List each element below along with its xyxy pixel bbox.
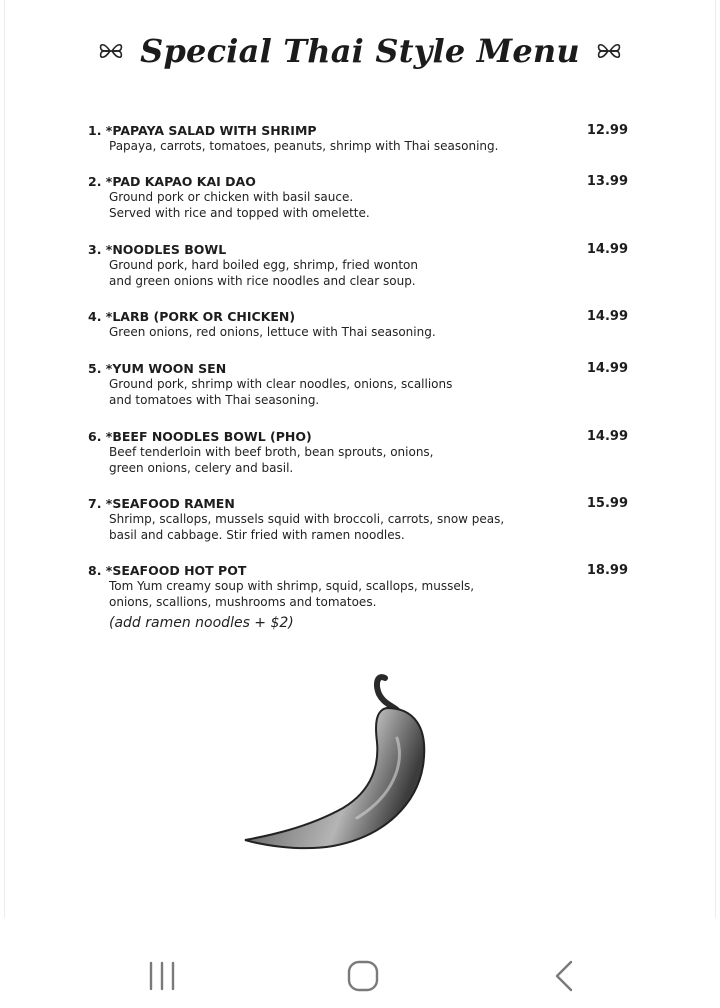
menu-item-name: 4. *LARB (PORK OR CHICKEN) (88, 309, 296, 324)
menu-item-name: 7. *SEAFOOD RAMEN (88, 496, 235, 511)
page-title: Special Thai Style Menu (140, 32, 580, 70)
menu-page (4, 0, 716, 918)
menu-item (88, 242, 628, 289)
menu-item-description: Green onions, red onions, lettuce with Thai seasoning. (109, 325, 436, 339)
menu-item-name: 8. *SEAFOOD HOT POT (88, 563, 247, 578)
menu-item (88, 496, 628, 543)
menu-item (88, 361, 628, 408)
menu-item-description: Papaya, carrots, tomatoes, peanuts, shrimp with Thai seasoning. (109, 139, 499, 153)
home-icon (346, 959, 380, 993)
android-navigation-bar (0, 918, 720, 1008)
menu-item-description: and tomatoes with Thai seasoning. (109, 392, 320, 407)
menu-item-note: (add ramen noodles + $2) (109, 615, 294, 631)
menu-item (88, 174, 628, 221)
recent-apps-button[interactable] (132, 946, 192, 1006)
menu-item-name: 2. *PAD KAPAO KAI DAO (88, 174, 256, 189)
menu-item-description: onions, scallions, mushrooms and tomatoes. (109, 594, 377, 609)
menu-item-description: Ground pork, shrimp with clear noodles, onions, scallions (109, 377, 453, 391)
menu-item-price: 14.99 (586, 242, 628, 257)
menu-item-price: 12.99 (586, 123, 628, 138)
back-icon (549, 959, 583, 993)
menu-item (88, 309, 628, 341)
menu-item-description: basil and cabbage. Stir fried with ramen noodles. (109, 527, 405, 542)
menu-item-name: 5. *YUM WOON SEN (88, 361, 227, 376)
menu-item-description: Ground pork or chicken with basil sauce. (109, 190, 354, 204)
menu-item-price: 14.99 (586, 361, 628, 376)
menu-item-name: 6. *BEEF NOODLES BOWL (PHO) (88, 429, 312, 444)
menu-item-name: 1. *PAPAYA SALAD WITH SHRIMP (88, 123, 317, 138)
menu-item (88, 429, 628, 476)
chili-pepper-icon (237, 668, 437, 858)
menu-item-price: 14.99 (586, 309, 628, 324)
menu-item-description: Ground pork, hard boiled egg, shrimp, fried wonton (109, 258, 419, 272)
menu-item-name: 3. *NOODLES BOWL (88, 242, 227, 257)
menu-item-description: and green onions with rice noodles and clear soup. (109, 273, 416, 288)
menu-item-price: 18.99 (586, 563, 628, 578)
menu-item-price: 14.99 (586, 429, 628, 444)
menu-item-description: Served with rice and topped with omelette. (109, 205, 370, 220)
menu-item (88, 563, 628, 632)
menu-item-description: Tom Yum creamy soup with shrimp, squid, scallops, mussels, (109, 579, 475, 593)
menu-item-description: Beef tenderloin with beef broth, bean sprouts, onions, (109, 445, 434, 459)
back-button[interactable] (536, 946, 596, 1006)
menu-item-price: 15.99 (586, 496, 628, 511)
menu-item-description: Shrimp, scallops, mussels squid with broccoli, carrots, snow peas, (109, 512, 505, 526)
menu-item-price: 13.99 (586, 174, 628, 189)
menu-item (88, 123, 628, 155)
recent-apps-icon (145, 959, 179, 993)
home-button[interactable] (333, 946, 393, 1006)
menu-item-description: green onions, celery and basil. (109, 460, 294, 475)
